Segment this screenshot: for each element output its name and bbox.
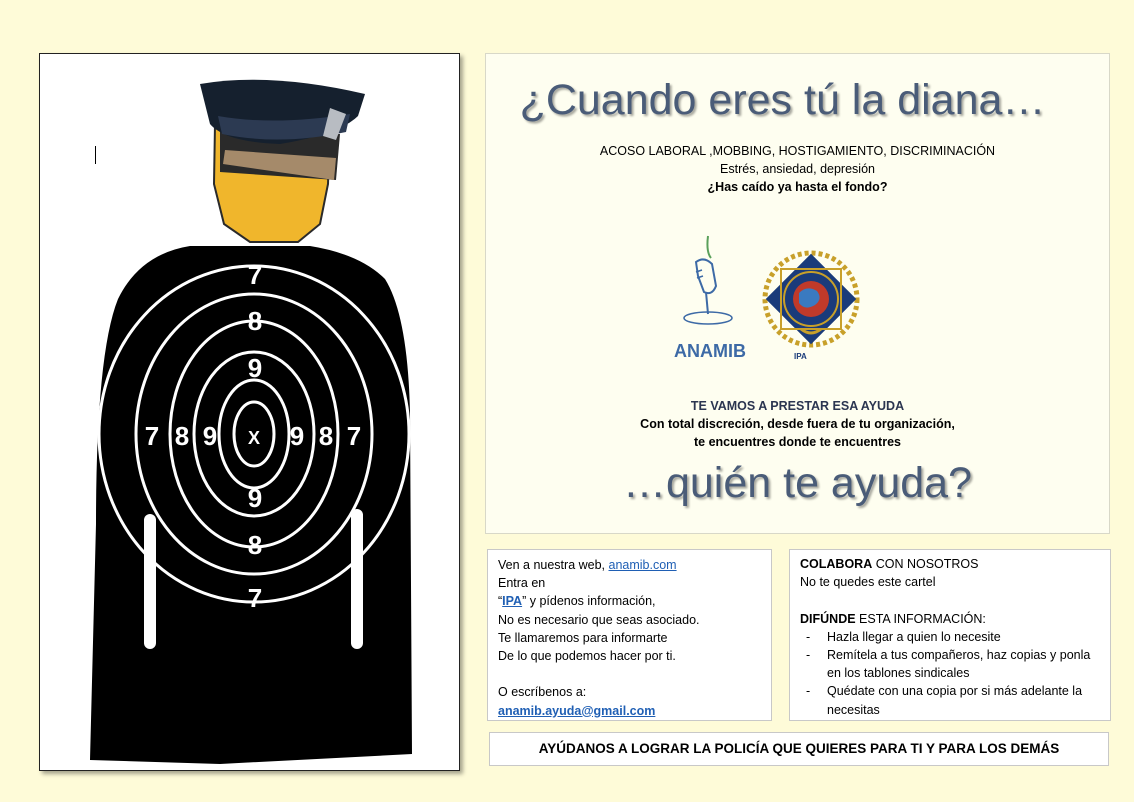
ring-label: 7 [144, 421, 160, 451]
ring-label: 8 [318, 421, 334, 451]
shooting-target-silhouette [40, 54, 459, 770]
target-image-panel [39, 53, 460, 771]
ring-label: 8 [247, 306, 263, 336]
web-line-text: ” y pídenos información, [522, 594, 656, 609]
ring-label: 9 [202, 421, 218, 451]
difunde-heading-rest: ESTA INFORMACIÓN: [855, 611, 986, 626]
anamib-logo-text: ANAMIB [674, 341, 746, 361]
ring-label: 9 [289, 421, 305, 451]
web-line-text: Te llamaremos para informarte [498, 630, 668, 645]
subtitle-line: ACOSO LABORAL ,MOBBING, HOSTIGAMIENTO, DISCRIMINACIÓN [599, 144, 996, 158]
list-item: - Remítela a tus compañeros, haz copias y ponla en los tablones sindicales [800, 646, 1100, 682]
footer-banner [489, 732, 1109, 766]
logos [656, 234, 896, 364]
ring-label: 8 [247, 530, 263, 560]
colabora-box [789, 549, 1111, 721]
anamib-web-link[interactable]: anamib.com [608, 558, 677, 572]
ipa-emblem-icon [765, 253, 857, 345]
difunde-heading-bold: DIFÚNDE [800, 611, 856, 626]
help-line: te encuentres donde te encuentres [693, 435, 901, 449]
colabora-heading-bold: COLABORA [800, 557, 873, 571]
colabora-heading-rest: CON NOSOTROS [872, 557, 979, 571]
help-heading: TE VAMOS A PRESTAR ESA AYUDA [690, 399, 905, 413]
ring-label: 7 [247, 260, 263, 290]
footer-text: AYÚDANOS A LOGRAR LA POLICÍA QUE QUIERES PARA TI Y PARA LOS DEMÁS [538, 741, 1060, 756]
subtitle-question: ¿Has caído ya hasta el fondo? [707, 180, 888, 194]
colabora-line: No te quedes este cartel [800, 575, 936, 590]
subtitle-block [486, 142, 1109, 196]
ring-label: 9 [247, 483, 263, 513]
ipa-link[interactable]: IPA [502, 594, 523, 609]
quote-mark: “ [498, 594, 503, 609]
ring-label: 8 [174, 421, 190, 451]
list-item: - Quédate con una copia por si más adelante la necesitas [800, 682, 1100, 718]
bullseye-label: X [247, 428, 261, 448]
anamib-logo-icon [684, 236, 732, 324]
main-message-box [485, 53, 1110, 534]
ipa-logo-text: IPA [794, 352, 807, 361]
help-line: Con total discreción, desde fuera de tu organización, [640, 417, 955, 431]
difunde-list [800, 628, 1100, 719]
web-line-text: Entra en [498, 576, 546, 591]
headline-2: …quién te ayuda? [622, 459, 973, 507]
web-line-text: No es necesario que seas asociado. [498, 612, 700, 627]
ring-label: 7 [346, 421, 362, 451]
subtitle-line: Estrés, ansiedad, depresión [720, 162, 875, 176]
contact-web-box [487, 549, 772, 721]
ring-label: 7 [247, 583, 263, 613]
web-line-text: De lo que podemos hacer por ti. [498, 649, 676, 664]
web-line-text: Ven a nuestra web, [498, 558, 609, 572]
text-cursor [95, 146, 96, 164]
web-line-text: O escríbenos a: [498, 685, 587, 700]
list-item: - Hazla llegar a quien lo necesite [800, 628, 1100, 646]
help-block [486, 397, 1109, 451]
ring-label: 9 [247, 353, 263, 383]
headline: ¿Cuando eres tú la diana… [519, 76, 1046, 124]
email-link[interactable]: anamib.ayuda@gmail.com [498, 703, 656, 718]
